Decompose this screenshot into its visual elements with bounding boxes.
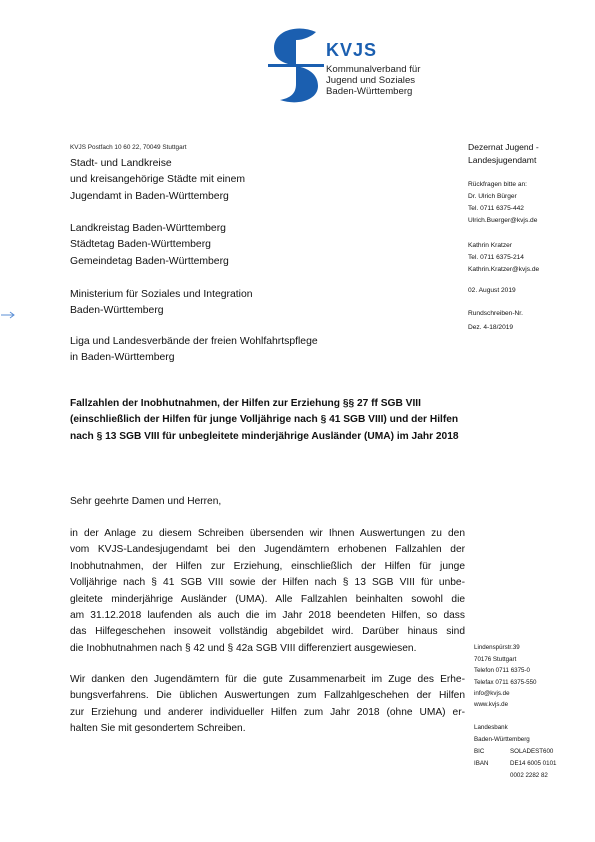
- text-line: halten Sie mit gesondertem Schreiben.: [70, 723, 246, 735]
- iban-label: IBAN: [474, 760, 489, 767]
- recipient-line: Städtetag Baden-Württemberg: [70, 239, 211, 251]
- text-line: gleitete minderjährige Ausländer (UMA). Alle Fallzahlen beinhalten sowohl die: [70, 593, 465, 605]
- recipient-group-2: [70, 221, 229, 270]
- body-paragraph-1: [70, 526, 465, 657]
- contact-email: Ulrich.Buerger@kvjs.de: [468, 217, 538, 224]
- text-line: vom KVJS-Landesjugendamt bei den Jugendämtern erhobenen Fallzahlen der: [70, 544, 465, 556]
- iban-value-1: DE14 6005 0101: [510, 760, 557, 767]
- contact2-name: Kathrin Kratzer: [468, 242, 512, 249]
- footer-city: 70176 Stuttgart: [474, 656, 517, 663]
- iban-value-2: 0002 2282 82: [510, 772, 548, 779]
- sender-address-line: KVJS Postfach 10 60 22, 70049 Stuttgart: [70, 144, 187, 151]
- contact2-phone: Tel. 0711 6375-214: [468, 254, 524, 261]
- footer-iban-row: [474, 758, 556, 769]
- logo-wordmark: KVJS: [326, 40, 378, 60]
- footer-fax: Telefax 0711 6375-550: [474, 679, 537, 686]
- text-line: am 31.12.2018 laufenden als auch die im Jahr 2018 beendeten Hilfen, so dass: [70, 610, 465, 622]
- footer-street: Lindenspürstr.39: [474, 644, 520, 651]
- contact2-email: Kathrin.Kratzer@kvjs.de: [468, 266, 540, 273]
- arrow-right-icon: [0, 307, 18, 317]
- kvjs-logo: [268, 26, 468, 106]
- recipient-line: Landkreistag Baden-Württemberg: [70, 223, 226, 234]
- text-line: Inobhutnahmen, der Hilfen zur Erziehung, einschließlich der Hilfen für junge: [70, 560, 465, 572]
- logo-line-3: Baden-Württemberg: [326, 86, 413, 97]
- logo-line-1: Kommunalverband für: [326, 64, 421, 75]
- footer-website: www.kvjs.de: [474, 701, 509, 708]
- recipient-line: Gemeindetag Baden-Württemberg: [70, 255, 229, 267]
- text-line: Wir danken den Jugendämtern für die gute Zusammenarbeit im Zuge des Erhe-: [70, 674, 465, 685]
- footer-phone: Telefon 0711 6375-0: [474, 667, 530, 674]
- contact-phone: Tel. 0711 6375-442: [468, 205, 524, 212]
- department-line-2: Landesjugendamt: [468, 155, 537, 165]
- recipient-group-1: [70, 156, 245, 205]
- subject-heading: Fallzahlen der Inobhutnahmen, der Hilfen zur Erziehung §§ 27 ff SGB VIII (einschließlich der Hilfen für junge Volljährige nach § 41 SGB VIII) und der Hilfen nach § 13 SGB VIII für unbegleitete minderjährige Ausländer (UMA) im Jahr 2018: [70, 398, 459, 442]
- text-line: bungsverfahrens. Die üblichen Auswertungen zum Fallzahlgeschehen der Hilfen: [70, 690, 465, 702]
- kvjs-swirl-icon: [268, 26, 324, 106]
- footer-bank-region: Baden-Württemberg: [474, 736, 530, 743]
- body-paragraph-2: [70, 672, 465, 738]
- text-line: in der Anlage zu diesem Schreiben übersenden wir Ihnen Auswertungen zu den: [70, 528, 465, 539]
- recipient-line: Stadt- und Landkreise: [70, 158, 172, 169]
- text-line: die Inobhutnahmen nach § 42 und § 42a SGB VIII differenziert ausgewiesen.: [70, 642, 417, 654]
- recipient-line: Baden-Württemberg: [70, 305, 164, 317]
- department-line-1: Dezernat Jugend -: [468, 142, 539, 152]
- logo-line-2: Jugend und Soziales: [326, 75, 416, 86]
- bic-value: SOLADEST600: [510, 748, 554, 755]
- recipient-line: in Baden-Württemberg: [70, 352, 175, 364]
- text-line: das Hilfegeschehen insoweit vollständig abgebildet wird. Darüber hinaus sind: [70, 626, 465, 638]
- recipient-group-4: [70, 334, 318, 367]
- footer-bank-name: Landesbank: [474, 724, 508, 731]
- recipient-line: Ministerium für Soziales und Integration: [70, 289, 253, 300]
- footer-email: info@kvjs.de: [474, 690, 510, 697]
- text-line: zur Erziehung und anderer individueller Hilfen zum Jahr 2018 (ohne UMA) er-: [70, 706, 465, 718]
- recipient-group-3: [70, 287, 253, 320]
- bic-label: BIC: [474, 748, 485, 755]
- circular-number: Dez. 4-18/2019: [468, 324, 514, 331]
- contact-name: Dr. Ulrich Bürger: [468, 193, 517, 200]
- recipient-line: und kreisangehörige Städte mit einem: [70, 174, 246, 186]
- recipient-line: Liga und Landesverbände der freien Wohlfahrtspflege: [70, 336, 318, 347]
- circular-label: Rundschreiben-Nr.: [468, 310, 523, 317]
- contact-heading: Rückfragen bitte an:: [468, 181, 528, 188]
- salutation: Sehr geehrte Damen und Herren,: [70, 496, 222, 507]
- footer-bic-row: [474, 746, 553, 757]
- letter-date: 02. August 2019: [468, 287, 516, 294]
- text-line: Volljährige nach § 41 SGB VIII sowie der Hilfen nach § 13 SGB VIII für unbe-: [70, 577, 465, 589]
- recipient-line: Jugendamt in Baden-Württemberg: [70, 190, 229, 202]
